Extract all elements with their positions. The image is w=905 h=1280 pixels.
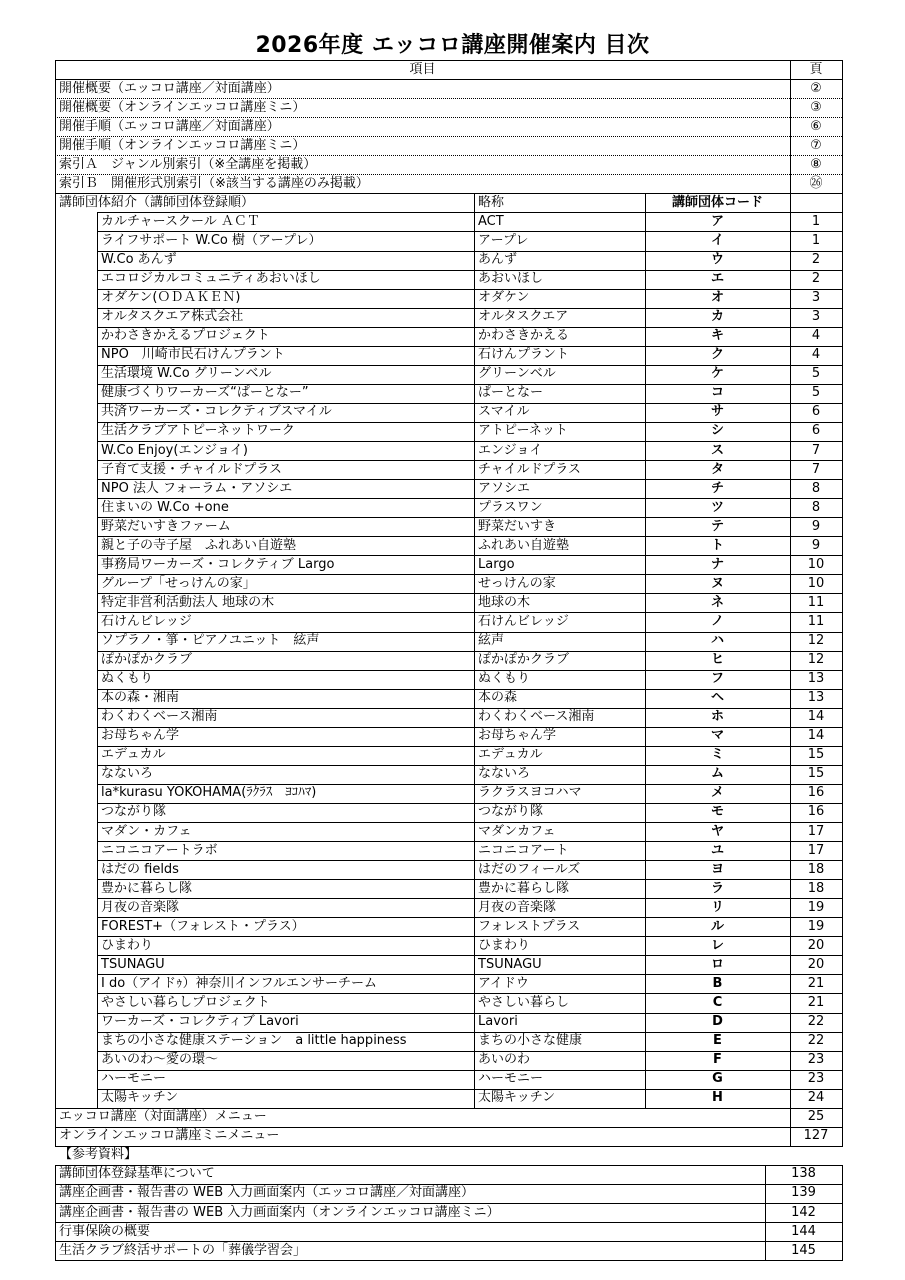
- overview-item-page: ③: [810, 99, 822, 115]
- instructor-abbreviation: 豊かに暮らし隊: [478, 880, 570, 896]
- overview-item-label: 開催手順（エッコロ講座／対面講座）: [59, 118, 280, 134]
- instructor-name: 石けんビレッジ: [101, 613, 192, 629]
- instructor-code-column-header: 講師団体コード: [671, 194, 763, 210]
- instructor-abbreviation: グリーンベル: [478, 366, 556, 382]
- instructor-code: ナ: [710, 556, 724, 572]
- overview-item-page: ㉖: [809, 175, 823, 191]
- instructor-name: ワーカーズ・コレクティブ Lavori: [101, 1014, 299, 1029]
- instructor-page: 7: [811, 442, 821, 458]
- instructor-page: 10: [807, 556, 825, 572]
- instructor-code: ヤ: [710, 823, 724, 839]
- instructor-abbreviation: 石けんプラント: [478, 347, 570, 363]
- instructor-code: H: [712, 1090, 723, 1106]
- instructor-code: キ: [710, 328, 724, 344]
- instructor-name: ニコニコアートラボ: [101, 842, 218, 858]
- instructor-name: ハーモニー: [101, 1071, 167, 1087]
- instructor-abbreviation: あいのわ: [478, 1052, 531, 1068]
- instructor-abbreviation: 絃声: [478, 633, 505, 648]
- instructor-page: 16: [807, 804, 825, 820]
- instructor-abbreviation: 本の森: [478, 690, 518, 706]
- instructor-page: 5: [811, 366, 821, 382]
- instructor-abbreviation: 太陽キッチン: [478, 1090, 556, 1106]
- instructor-abbreviation: アソシエ: [478, 480, 531, 496]
- instructor-name: W.Co あんず: [101, 252, 177, 267]
- instructor-page: 1: [811, 232, 821, 248]
- instructor-code: ヘ: [710, 690, 724, 706]
- instructor-code: D: [712, 1014, 723, 1029]
- instructor-abbreviation: 地球の木: [478, 594, 531, 610]
- instructor-page: 18: [807, 861, 825, 877]
- instructor-code: ア: [710, 213, 724, 229]
- instructor-abbreviation: ぬくもり: [478, 671, 531, 687]
- reference-item-page: 144: [791, 1223, 816, 1239]
- instructor-code: ト: [710, 537, 724, 553]
- instructor-name: 月夜の音楽隊: [101, 899, 180, 915]
- instructor-name: ぬくもり: [101, 671, 154, 687]
- instructors-section-label: 講師団体紹介（講師団体登録順）: [59, 194, 255, 210]
- instructor-page: 8: [811, 480, 821, 496]
- instructor-abbreviation: 野菜だいすき: [478, 518, 557, 534]
- instructor-name: まちの小さな健康ステーション a little happiness: [101, 1033, 407, 1049]
- instructor-abbreviation: かわさきかえる: [478, 328, 570, 344]
- instructor-abbreviation: まちの小さな健康: [478, 1033, 583, 1049]
- instructor-code: ル: [710, 918, 724, 934]
- instructor-name: 特定非営利活動法人 地球の木: [101, 594, 275, 610]
- instructor-page: 21: [807, 975, 825, 991]
- instructor-page: 12: [807, 652, 825, 668]
- instructor-name: グループ「せっけんの家」: [101, 575, 256, 591]
- instructor-abbreviation: ぱーとなー: [478, 385, 544, 401]
- instructor-abbreviation: ACT: [478, 213, 504, 229]
- instructor-name: la*kurasu YOKOHAMA(ﾗｸﾗｽ ﾖｺﾊﾏ): [101, 785, 317, 801]
- instructor-abbreviation: プラスワン: [478, 499, 543, 515]
- instructor-abbreviation: エデュカル: [478, 747, 543, 763]
- menu-item-label: オンラインエッコロ講座ミニメニュー: [59, 1128, 280, 1144]
- instructor-abbreviation: あおいほし: [478, 271, 544, 287]
- overview-item-label: 索引Ｂ 開催形式別索引（※該当する講座のみ掲載）: [59, 175, 369, 191]
- instructor-code: コ: [710, 385, 724, 401]
- instructor-code: カ: [710, 309, 724, 325]
- instructor-code: B: [712, 975, 723, 991]
- reference-item-page: 142: [791, 1204, 816, 1220]
- instructor-abbreviation: ひまわり: [478, 937, 531, 953]
- overview-item-label: 開催概要（オンラインエッコロ講座ミニ）: [59, 99, 306, 115]
- instructor-name: なないろ: [101, 766, 154, 782]
- menu-item-label: エッコロ講座（対面講座）メニュー: [59, 1109, 267, 1125]
- reference-heading: 【参考資料】: [59, 1147, 138, 1163]
- reference-item-label: 講師団体登録基準について: [59, 1166, 215, 1182]
- instructor-name: ライフサポート W.Co 樹（アープレ）: [101, 232, 322, 248]
- instructor-code: ウ: [710, 252, 724, 267]
- instructor-name: 住まいの W.Co +one: [101, 499, 229, 515]
- instructor-page: 2: [811, 252, 821, 267]
- overview-item-page: ⑧: [810, 156, 822, 172]
- instructor-code: ツ: [710, 499, 724, 515]
- instructor-code: チ: [710, 480, 724, 496]
- instructor-code: モ: [710, 804, 724, 820]
- instructor-abbreviation: フォレストプラス: [478, 918, 581, 934]
- overview-item-label: 開催手順（オンラインエッコロ講座ミニ）: [59, 137, 306, 153]
- instructor-code: ミ: [710, 747, 724, 763]
- instructor-page: 16: [807, 785, 825, 801]
- instructor-page: 1: [811, 213, 821, 229]
- instructor-name: お母ちゃん学: [101, 728, 180, 744]
- instructor-name: カルチャースクール ＡＣＴ: [101, 213, 260, 229]
- instructor-page: 11: [807, 613, 825, 629]
- instructor-page: 10: [807, 575, 825, 591]
- column-divider: [790, 60, 791, 1146]
- instructor-page: 9: [811, 537, 821, 553]
- column-divider: [765, 1165, 766, 1260]
- overview-item-label: 索引Ａ ジャンル別索引（※全講座を掲載）: [59, 156, 317, 172]
- instructor-name: TSUNAGU: [101, 956, 165, 972]
- instructor-code: オ: [710, 290, 724, 306]
- menu-item-page: 127: [803, 1128, 829, 1144]
- instructor-abbreviation: マダンカフェ: [478, 823, 556, 839]
- instructor-name: わくわくベース湘南: [101, 709, 218, 725]
- overview-item-page: ⑥: [810, 118, 822, 134]
- instructor-abbreviation: わくわくベース湘南: [478, 709, 595, 725]
- instructor-code: ラ: [710, 880, 724, 896]
- instructor-abbreviation: オダケン: [478, 290, 530, 306]
- instructor-name: 野菜だいすきファーム: [101, 518, 231, 534]
- instructor-page: 13: [807, 690, 825, 706]
- instructor-page: 4: [811, 328, 821, 344]
- instructor-page: 5: [811, 385, 821, 401]
- instructor-abbreviation: お母ちゃん学: [478, 728, 557, 744]
- instructor-code: G: [712, 1071, 723, 1087]
- instructor-code: ム: [710, 766, 724, 782]
- instructor-name: オダケン(ＯＤＡＫＥＮ): [101, 290, 241, 306]
- instructor-page: 22: [807, 1014, 825, 1029]
- instructor-page: 13: [807, 671, 825, 687]
- instructor-abbreviation: アープレ: [478, 232, 529, 248]
- instructor-page: 17: [807, 842, 825, 858]
- instructor-name: 共済ワーカーズ・コレクティブスマイル: [101, 404, 332, 420]
- instructor-code: ホ: [710, 709, 724, 725]
- reference-item-label: 講座企画書・報告書の WEB 入力画面案内（オンラインエッコロ講座ミニ）: [59, 1204, 500, 1220]
- instructor-name: マダン・カフェ: [101, 823, 192, 839]
- instructor-page: 2: [811, 271, 821, 287]
- instructor-code: ネ: [710, 594, 724, 610]
- instructor-code: テ: [710, 518, 724, 534]
- instructor-name: ソプラノ・箏・ピアノユニット 絃声: [101, 633, 320, 648]
- instructor-abbreviation: せっけんの家: [478, 575, 556, 591]
- instructor-page: 7: [811, 461, 821, 477]
- instructor-page: 15: [807, 747, 825, 763]
- instructor-name: つながり隊: [101, 804, 167, 820]
- instructor-name: NPO 川崎市民石けんプラント: [101, 347, 285, 363]
- instructor-page: 15: [807, 766, 825, 782]
- instructor-page: 3: [811, 309, 821, 325]
- instructor-abbreviation: ニコニコアート: [478, 842, 569, 858]
- overview-item-label: 開催概要（エッコロ講座／対面講座）: [59, 80, 280, 96]
- instructor-code: サ: [710, 404, 724, 420]
- reference-item-label: 生活クラブ終活サポートの「葬儀学習会」: [59, 1242, 307, 1258]
- page-title: 2026年度 エッコロ講座開催案内 目次: [255, 33, 650, 58]
- instructor-code: ノ: [710, 613, 724, 629]
- item-column-header: 項目: [409, 61, 436, 77]
- instructor-code: ヨ: [710, 861, 724, 877]
- overview-item-page: ⑦: [810, 137, 822, 153]
- instructor-code: ヌ: [710, 575, 724, 591]
- instructor-name: 事務局ワーカーズ・コレクティブ Largo: [101, 556, 335, 572]
- instructor-abbreviation: ハーモニー: [478, 1071, 544, 1087]
- instructor-name: 生活クラブアトピーネットワーク: [101, 423, 295, 439]
- instructor-name: NPO 法人 フォーラム・アソシエ: [101, 480, 293, 496]
- instructor-abbreviation: つながり隊: [478, 804, 544, 820]
- instructor-abbreviation: ラクラスヨコハマ: [478, 785, 582, 801]
- instructor-abbreviation: あんず: [478, 252, 518, 267]
- reference-item-page: 139: [791, 1185, 816, 1201]
- instructor-abbreviation: なないろ: [478, 766, 531, 782]
- instructor-name: あいのわ～愛の環～: [101, 1052, 219, 1068]
- instructor-code: ス: [710, 442, 724, 458]
- instructor-code: ロ: [710, 956, 724, 972]
- column-divider: [645, 193, 646, 1107]
- instructor-name: オルタスクエア株式会社: [101, 309, 244, 325]
- instructor-name: 生活環境 W.Co グリーンベル: [101, 366, 272, 382]
- column-divider: [842, 60, 843, 1147]
- instructor-abbreviation: アイドウ: [478, 975, 529, 991]
- instructor-page: 8: [811, 499, 821, 515]
- instructor-page: 12: [807, 633, 825, 648]
- instructor-abbreviation: Largo: [478, 556, 515, 572]
- instructor-abbreviation: はだのフィールズ: [478, 861, 581, 877]
- row-divider: [55, 1260, 842, 1261]
- instructor-name: エデュカル: [101, 747, 166, 763]
- instructor-name: 子育て支援・チャイルドプラス: [101, 461, 282, 477]
- instructor-code: ユ: [710, 842, 724, 858]
- instructor-code: メ: [710, 785, 724, 801]
- instructor-page: 20: [807, 956, 825, 972]
- column-divider: [474, 193, 475, 1107]
- column-divider: [55, 1165, 56, 1261]
- instructor-page: 23: [807, 1052, 825, 1068]
- instructor-name: 豊かに暮らし隊: [101, 880, 193, 896]
- instructor-name: かわさきかえるプロジェクト: [101, 328, 270, 344]
- instructor-page: 24: [807, 1090, 825, 1106]
- instructor-page: 23: [807, 1071, 825, 1087]
- instructor-abbreviation: 月夜の音楽隊: [478, 899, 557, 915]
- instructor-name: 健康づくりワーカーズ“ぱーとなー”: [101, 385, 309, 401]
- instructor-page: 4: [811, 347, 821, 363]
- page-column-header: 頁: [809, 61, 823, 77]
- instructor-abbreviation: ふれあい自遊塾: [478, 537, 570, 553]
- instructor-page: 6: [811, 423, 821, 439]
- instructor-code: ク: [710, 347, 724, 363]
- instructor-code: C: [712, 994, 723, 1010]
- instructor-page: 19: [807, 899, 825, 915]
- instructor-name: 親と子の寺子屋 ふれあい自遊塾: [101, 537, 297, 553]
- instructor-code: タ: [710, 461, 724, 477]
- instructor-abbreviation: やさしい暮らし: [478, 994, 570, 1010]
- menu-item-page: 25: [807, 1109, 825, 1125]
- instructor-code: F: [713, 1052, 722, 1068]
- instructor-abbreviation: ぽかぽかクラブ: [478, 652, 570, 668]
- instructor-abbreviation: Lavori: [478, 1014, 518, 1029]
- instructor-name: W.Co Enjoy(エンジョイ): [101, 442, 248, 458]
- instructor-code: イ: [710, 232, 724, 248]
- column-divider: [842, 1165, 843, 1261]
- instructor-name: ひまわり: [101, 937, 154, 953]
- instructor-name: I do（アイドｩ）神奈川インフルエンサーチーム: [101, 975, 377, 991]
- instructor-code: ヒ: [710, 652, 724, 668]
- instructor-page: 19: [807, 918, 825, 934]
- instructor-name: 本の森・湘南: [101, 690, 180, 706]
- instructor-abbreviation: スマイル: [478, 404, 530, 420]
- instructor-page: 22: [807, 1033, 825, 1049]
- reference-item-page: 138: [791, 1166, 816, 1182]
- instructor-code: マ: [710, 728, 724, 744]
- reference-item-label: 講座企画書・報告書の WEB 入力画面案内（エッコロ講座／対面講座）: [59, 1185, 474, 1201]
- instructor-code: リ: [710, 899, 724, 915]
- overview-item-page: ②: [810, 80, 822, 96]
- instructor-page: 18: [807, 880, 825, 896]
- instructor-page: 21: [807, 994, 825, 1010]
- instructor-code: ハ: [710, 633, 724, 648]
- reference-item-label: 行事保険の概要: [59, 1223, 151, 1239]
- instructor-code: シ: [710, 423, 724, 439]
- instructor-page: 17: [807, 823, 825, 839]
- instructor-code: ケ: [710, 366, 724, 382]
- instructor-name: はだの fields: [101, 861, 179, 877]
- instructor-abbreviation: オルタスクエア: [478, 309, 569, 325]
- instructor-name: FOREST+（フォレスト・プラス）: [101, 918, 305, 934]
- instructor-code: エ: [710, 271, 724, 287]
- instructor-code: レ: [710, 937, 724, 953]
- instructor-page: 3: [811, 290, 821, 306]
- instructor-abbreviation: TSUNAGU: [478, 956, 542, 972]
- instructor-page: 9: [811, 518, 821, 534]
- instructor-page: 20: [807, 937, 825, 953]
- column-divider: [55, 60, 56, 1146]
- instructor-abbreviation: アトピーネット: [478, 423, 568, 439]
- instructor-page: 11: [807, 594, 825, 610]
- abbreviation-column-header: 略称: [478, 194, 505, 210]
- instructor-name: 太陽キッチン: [101, 1090, 179, 1106]
- instructor-name: ぽかぽかクラブ: [101, 652, 193, 668]
- instructor-abbreviation: 石けんビレッジ: [478, 613, 569, 629]
- instructor-page: 14: [807, 709, 825, 725]
- instructor-name: エコロジカルコミュニティあおいほし: [101, 271, 321, 287]
- instructor-code: E: [713, 1033, 722, 1049]
- instructor-code: フ: [710, 671, 724, 687]
- instructor-page: 6: [811, 404, 821, 420]
- reference-item-page: 145: [791, 1242, 816, 1258]
- instructor-abbreviation: エンジョイ: [478, 442, 543, 458]
- instructor-page: 14: [807, 728, 825, 744]
- instructor-name: やさしい暮らしプロジェクト: [101, 994, 270, 1010]
- instructor-abbreviation: チャイルドプラス: [478, 461, 581, 477]
- column-divider: [97, 212, 98, 1107]
